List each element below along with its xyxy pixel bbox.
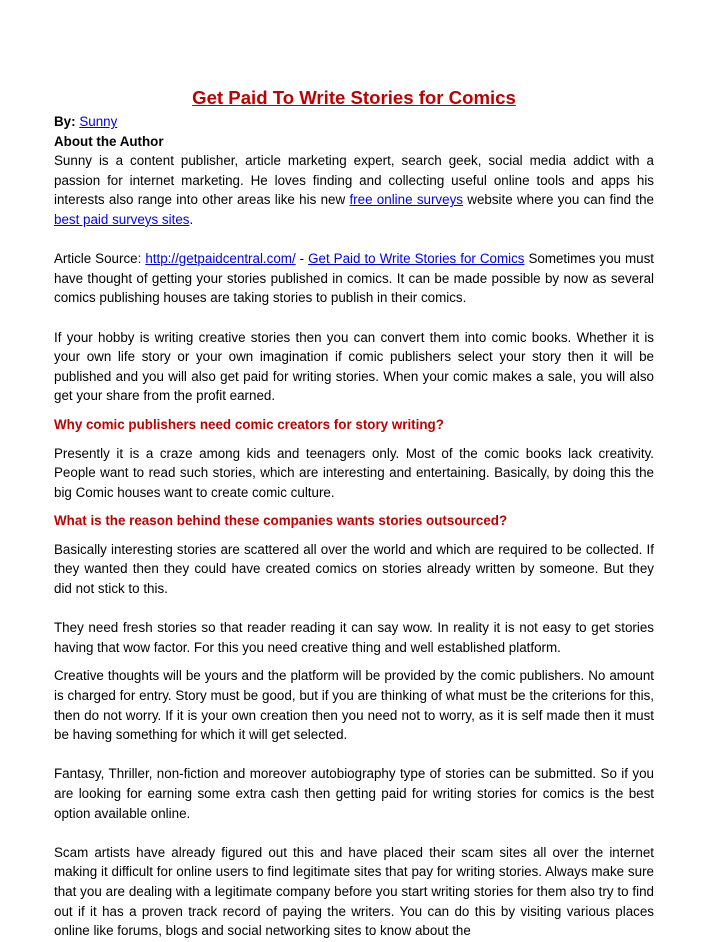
- article-title-link[interactable]: Get Paid to Write Stories for Comics: [308, 251, 525, 267]
- hobby-paragraph: If your hobby is writing creative stories then you can convert them into comic books. Whether it is your own life story or your own imagination if comic publishers select your story then it will be published and you will also get paid for writing stories. When your comic makes a sale, you will also get your share from the profit earned.: [54, 329, 654, 404]
- document-page: [54, 87, 654, 941]
- best-paid-surveys-link[interactable]: best paid surveys sites: [54, 211, 190, 227]
- source-paragraph: [54, 249, 654, 308]
- why-heading: Why comic publishers need comic creators for story writing?: [54, 416, 444, 432]
- source-url-link[interactable]: http://getpaidcentral.com/: [145, 251, 296, 267]
- about-text-2: website where you can find the: [462, 192, 654, 208]
- fantasy-paragraph: Fantasy, Thriller, non-fiction and moreover autobiography type of stories can be submitted. So if you are looking for earning some extra cash then getting paid for writing stories for comics is the best option available online.: [54, 766, 654, 821]
- page-title: Get Paid To Write Stories for Comics: [192, 87, 516, 108]
- about-paragraph: [54, 151, 654, 229]
- about-heading: About the Author: [54, 133, 164, 149]
- reason-heading: What is the reason behind these companies wants stories outsourced?: [54, 513, 508, 529]
- fresh-paragraph: They need fresh stories so that reader reading it can say wow. In reality it is not easy to get stories having that wow factor. For this you need creative thing and well established platform.: [54, 620, 654, 655]
- source-text: Sometimes you must have thought of getting your stories published in comics. It can be made possible by now as several comics publishing houses are taking stories to publish in their comics.: [54, 251, 654, 306]
- byline: [54, 112, 654, 132]
- about-text-3: .: [189, 211, 194, 227]
- free-online-surveys-link[interactable]: free online surveys: [349, 192, 463, 208]
- scam-paragraph: Scam artists have already figured out this and have placed their scam sites all over the internet making it difficult for online users to find legitimate sites that pay for writing stories. Always make sure that you are dealing with a legitimate company before you start writing stories for them also try to find out if it has a proven track record of paying the writers. You can do this by visiting various places online like forums, blogs and social networking sites to know about the: [54, 844, 654, 939]
- creative-paragraph: Creative thoughts will be yours and the platform will be provided by the comic publishers. No amount is charged for entry. Story must be good, but if you are thinking of what must be the criterions for this, then do not worry. If it is your own creation then you need not to worry, as it is self made then it must be having something for which it will get selected.: [54, 668, 654, 743]
- craze-paragraph: Presently it is a craze among kids and teenagers only. Most of the comic books lack creativity. People want to read such stories, which are interesting and entertaining. Basically, by doing this the big Comic houses want to create comic culture.: [54, 445, 654, 500]
- source-separator: -: [295, 251, 309, 267]
- basically-paragraph: Basically interesting stories are scattered all over the world and which are required to be collected. If they wanted then they could have created comics on stories already written by someone. But they did not stick to this.: [54, 541, 654, 597]
- byline-label: By:: [54, 114, 76, 129]
- about-text-1: Sunny is a content publisher, article marketing expert, search geek, social media addict with a passion for internet marketing. He loves finding and collecting useful online tools and apps his interests also range into other areas like his new: [54, 153, 654, 208]
- source-label: Article Source:: [54, 251, 146, 267]
- author-link[interactable]: Sunny: [79, 114, 118, 129]
